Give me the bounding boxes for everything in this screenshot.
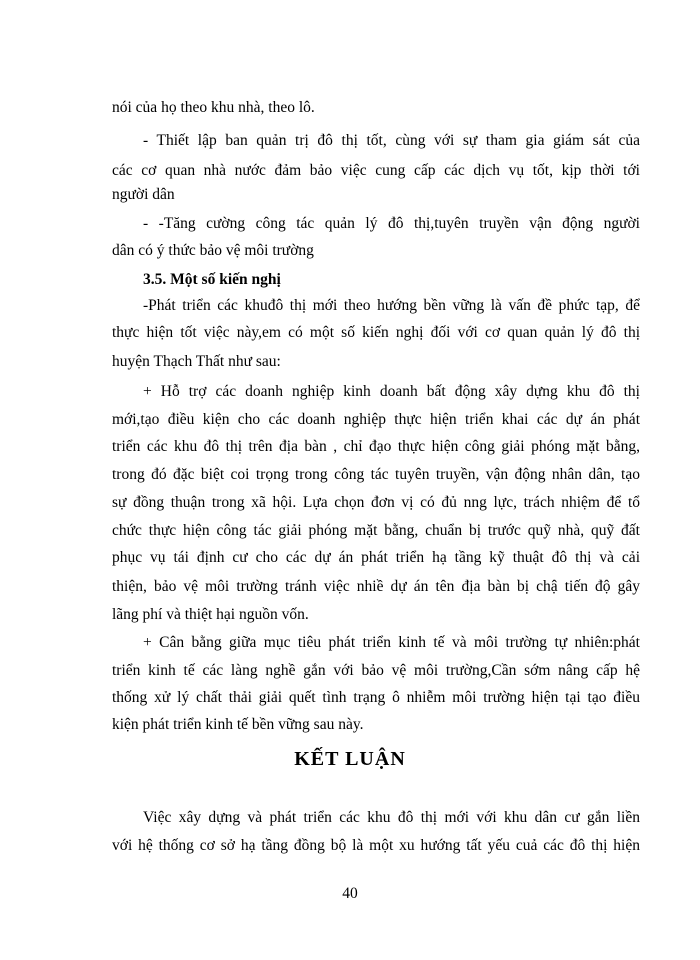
paragraph-line: các cơ quan nhà nước đảm bảo việc cung cấp các dịch vụ tốt, kịp thời tới xyxy=(112,162,640,179)
paragraph-line: nói của họ theo khu nhà, theo lô. xyxy=(112,99,315,116)
paragraph-line: thiện, bảo vệ môi trường tránh việc nhiề dự án tên địa bàn bị chậ tiến độ gây xyxy=(112,578,640,595)
conclusion-heading: KẾT LUẬN xyxy=(294,748,406,770)
page-number: 40 xyxy=(342,885,358,902)
paragraph-line: + Cân bằng giữa mục tiêu phát triển kinh tế và môi trường tự nhiên:phát xyxy=(143,634,640,651)
paragraph-line: với hệ thống cơ sở hạ tầng đồng bộ là một xu hướng tất yếu cuả các đô thị hiện xyxy=(112,837,640,854)
paragraph-line: - -Tăng cường công tác quản lý đô thị,tuyên truyền vận động người xyxy=(143,215,640,232)
paragraph-line: -Phát triển các khuđô thị mới theo hướng bền vững là vấn đề phức tạp, để xyxy=(143,297,640,314)
paragraph-line: lãng phí và thiệt hại nguồn vốn. xyxy=(112,606,309,623)
paragraph-line: - Thiết lập ban quản trị đô thị tốt, cùng với sự tham gia giám sát của xyxy=(143,132,640,149)
paragraph-line: thực hiện tốt việc này,em có một số kiến nghị đối với cơ quan quản lý đô thị xyxy=(112,324,640,341)
paragraph-line: huyện Thạch Thất như sau: xyxy=(112,353,281,370)
paragraph-line: thống xử lý chất thải giải quết tình trạng ô nhiễm môi trường hiện tại tạo điều xyxy=(112,689,640,706)
paragraph-line: phục vụ tái định cư cho các dự án phát triển hạ tầng kỹ thuật đô thị và cải xyxy=(112,549,640,566)
paragraph-line: sự đồng thuận trong xã hội. Lựa chọn đơn vị có đủ nng lực, trách nhiệm để tổ xyxy=(112,494,640,511)
paragraph-line: chức thực hiện công tác giải phóng mặt bằng, chuẩn bị trước quỹ nhà, quỹ đất xyxy=(112,522,640,539)
paragraph-line: + Hỗ trợ các doanh nghiệp kinh doanh bất động xây dựng khu đô thị xyxy=(143,383,640,400)
paragraph-line: dân có ý thức bảo vệ môi trường xyxy=(112,242,314,259)
paragraph-line: mới,tạo điều kiện cho các doanh nghiệp thực hiện triển khai các dự án phát xyxy=(112,411,640,428)
paragraph-line: kiện phát triển kinh tế bền vững sau này. xyxy=(112,716,364,733)
paragraph-line: triển các khu đô thị trên địa bàn , chỉ đạo thực hiện công giải phóng mặt bằng, xyxy=(112,438,640,455)
paragraph-line: trong đó đặc biệt coi trọng trong công tác tuyên truyền, vận động nhân dân, tạo xyxy=(112,466,640,483)
paragraph-line: người dân xyxy=(112,186,175,203)
paragraph-line: triển kinh tế các làng nghề gắn với bảo vệ môi trường,Cần sớm nâng cấp hệ xyxy=(112,662,640,679)
section-heading: 3.5. Một số kiến nghị xyxy=(143,271,281,288)
paragraph-line: Việc xây dựng và phát triển các khu đô thị mới với khu dân cư gắn liền xyxy=(143,809,640,826)
